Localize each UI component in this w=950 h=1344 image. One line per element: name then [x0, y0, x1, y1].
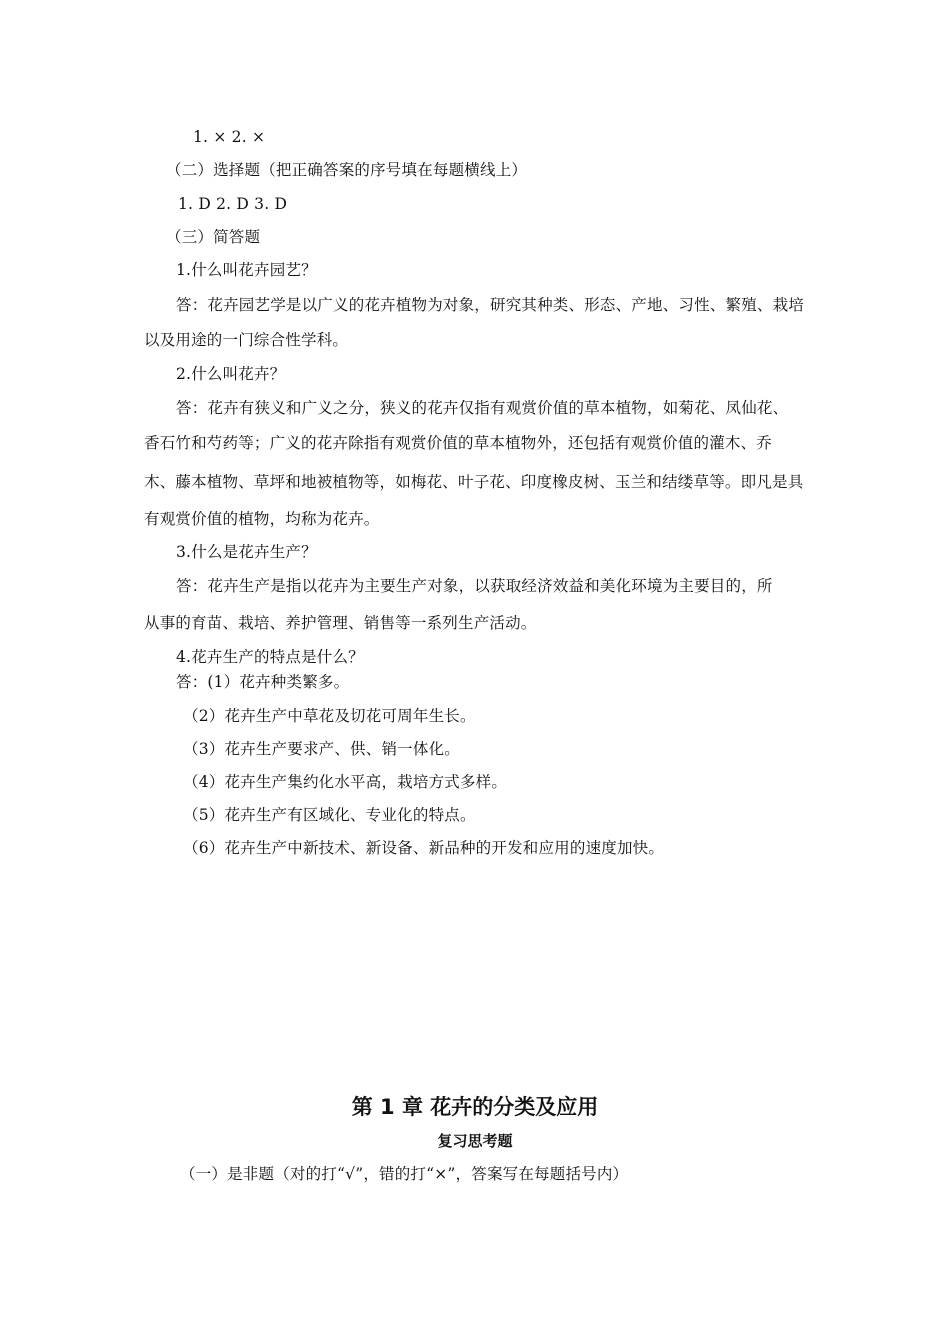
tf-answers: 1. × 2. × [193, 128, 266, 146]
answer-4-line-1: 答：(1）花卉种类繁多。 [176, 673, 350, 691]
answer-4-line-4: （4）花卉生产集约化水平高，栽培方式多样。 [183, 773, 508, 791]
question-3: 3.什么是花卉生产？ [176, 543, 317, 561]
answer-2-line-1: 答：花卉有狭义和广义之分，狭义的花卉仅指有观赏价值的草本植物，如菊花、凤仙花、 [176, 399, 789, 417]
question-2: 2.什么叫花卉？ [176, 365, 286, 383]
answer-4-line-6: （6）花卉生产中新技术、新设备、新品种的开发和应用的速度加快。 [183, 839, 665, 857]
answer-4-line-3: （3）花卉生产要求产、供、销一体化。 [183, 740, 460, 758]
tf-heading: （一）是非题（对的打“√”，错的打“×”，答案写在每题括号内） [180, 1165, 629, 1183]
choice-heading: （二）选择题（把正确答案的序号填在每题横线上） [166, 161, 528, 179]
answer-1-line-2: 以及用途的一门综合性学科。 [144, 331, 349, 349]
answer-2-line-2: 香石竹和芍药等；广义的花卉除指有观赏价值的草本植物外，还包括有观赏价值的灌木、乔 [144, 434, 773, 452]
question-4: 4.花卉生产的特点是什么？ [176, 648, 364, 666]
answer-3-line-2: 从事的育苗、栽培、养护管理、销售等一系列生产活动。 [144, 614, 537, 632]
short-heading: （三）简答题 [166, 228, 261, 246]
answer-4-line-2: （2）花卉生产中草花及切花可周年生长。 [183, 707, 476, 725]
answer-1-line-1: 答：花卉园艺学是以广义的花卉植物为对象，研究其种类、形态、产地、习性、繁殖、栽培 [176, 296, 805, 314]
answer-3-line-1: 答：花卉生产是指以花卉为主要生产对象，以获取经济效益和美化环境为主要目的，所 [176, 577, 773, 595]
review-title: 复习思考题 [437, 1132, 513, 1150]
chapter-title: 第 1 章 花卉的分类及应用 [351, 1095, 599, 1119]
choice-answers: 1. D 2. D 3. D [178, 195, 288, 213]
answer-2-line-3: 木、藤本植物、草坪和地被植物等，如梅花、叶子花、印度橡皮树、玉兰和结缕草等。即凡是具 [144, 473, 804, 491]
question-1: 1.什么叫花卉园艺？ [176, 261, 317, 279]
answer-2-line-4: 有观赏价值的植物，均称为花卉。 [144, 510, 380, 528]
answer-4-line-5: （5）花卉生产有区域化、专业化的特点。 [183, 806, 476, 824]
